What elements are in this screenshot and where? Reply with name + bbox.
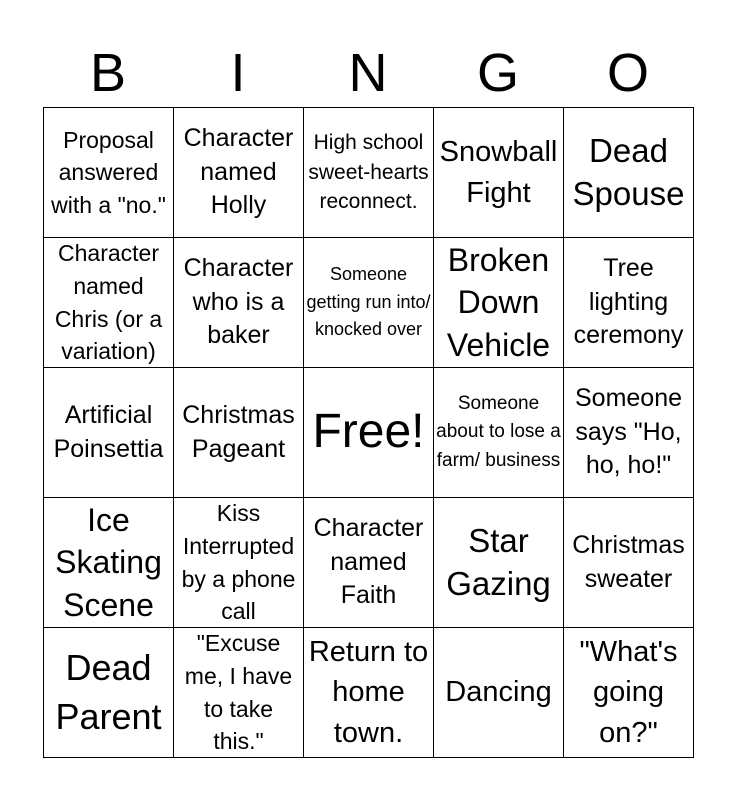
- cell-label: Star Gazing: [446, 521, 551, 602]
- bingo-cell[interactable]: [174, 238, 304, 368]
- bingo-cell[interactable]: [434, 498, 564, 628]
- cell-label: Christmas Pageant: [182, 400, 295, 463]
- bingo-cell[interactable]: [174, 628, 304, 758]
- bingo-cell[interactable]: [434, 238, 564, 368]
- bingo-cell[interactable]: [44, 498, 174, 628]
- bingo-cell[interactable]: [434, 368, 564, 498]
- header-letter-i: I: [230, 43, 246, 103]
- bingo-cell[interactable]: [564, 368, 694, 498]
- header-letter-g: G: [476, 43, 519, 103]
- header-letter-n: N: [348, 43, 388, 103]
- bingo-board: [43, 107, 694, 758]
- bingo-cell[interactable]: [304, 238, 434, 368]
- cell-label: "Excuse me, I have to take this.": [184, 630, 293, 755]
- cell-label: Christmas sweater: [572, 530, 685, 593]
- cell-label: Ice Skating Scene: [55, 502, 162, 623]
- bingo-cell[interactable]: [434, 108, 564, 238]
- bingo-cell[interactable]: [44, 238, 174, 368]
- cell-label: Character named Holly: [183, 123, 294, 220]
- bingo-cell[interactable]: [564, 498, 694, 628]
- bingo-cell[interactable]: [174, 368, 304, 498]
- cell-label: Dancing: [445, 676, 552, 709]
- bingo-cell[interactable]: [564, 108, 694, 238]
- cell-label: "What's going on?": [579, 635, 678, 749]
- cell-label: Broken Down Vehicle: [446, 242, 551, 363]
- cell-label: Someone getting run into/ knocked over: [306, 263, 431, 340]
- cell-label: Tree lighting ceremony: [573, 253, 684, 350]
- cell-label: Character who is a baker: [183, 253, 294, 350]
- cell-label: Dead Parent: [55, 646, 162, 737]
- cell-label: Proposal answered with a "no.": [51, 126, 166, 218]
- cell-label: Someone about to lose a farm/ business: [436, 392, 561, 471]
- cell-label: Dead Spouse: [572, 131, 685, 212]
- bingo-cell[interactable]: [564, 238, 694, 368]
- bingo-header: [43, 40, 693, 106]
- cell-label: Character named Chris (or a variation): [54, 240, 163, 365]
- header-letter-o: O: [606, 43, 649, 103]
- bingo-cell[interactable]: [174, 108, 304, 238]
- header-letter-b: B: [89, 43, 127, 103]
- bingo-cell[interactable]: [564, 628, 694, 758]
- cell-label: Snowball Fight: [439, 135, 558, 209]
- cell-label: Return to home town.: [308, 635, 429, 749]
- cell-label: Someone says "Ho, ho, ho!": [574, 383, 683, 480]
- bingo-cell[interactable]: [174, 498, 304, 628]
- free-space[interactable]: [304, 368, 434, 498]
- bingo-cell[interactable]: [304, 498, 434, 628]
- cell-label: High school sweet-hearts reconnect.: [308, 131, 429, 214]
- bingo-cell[interactable]: [44, 108, 174, 238]
- cell-label: Artificial Poinsettia: [53, 400, 164, 463]
- cell-label: Character named Faith: [313, 513, 424, 610]
- bingo-cell[interactable]: [304, 108, 434, 238]
- free-space-label: Free!: [312, 405, 425, 459]
- bingo-cell[interactable]: [434, 628, 564, 758]
- bingo-cell[interactable]: [44, 368, 174, 498]
- bingo-cell[interactable]: [304, 628, 434, 758]
- bingo-cell[interactable]: [44, 628, 174, 758]
- cell-label: Kiss Interrupted by a phone call: [181, 500, 296, 625]
